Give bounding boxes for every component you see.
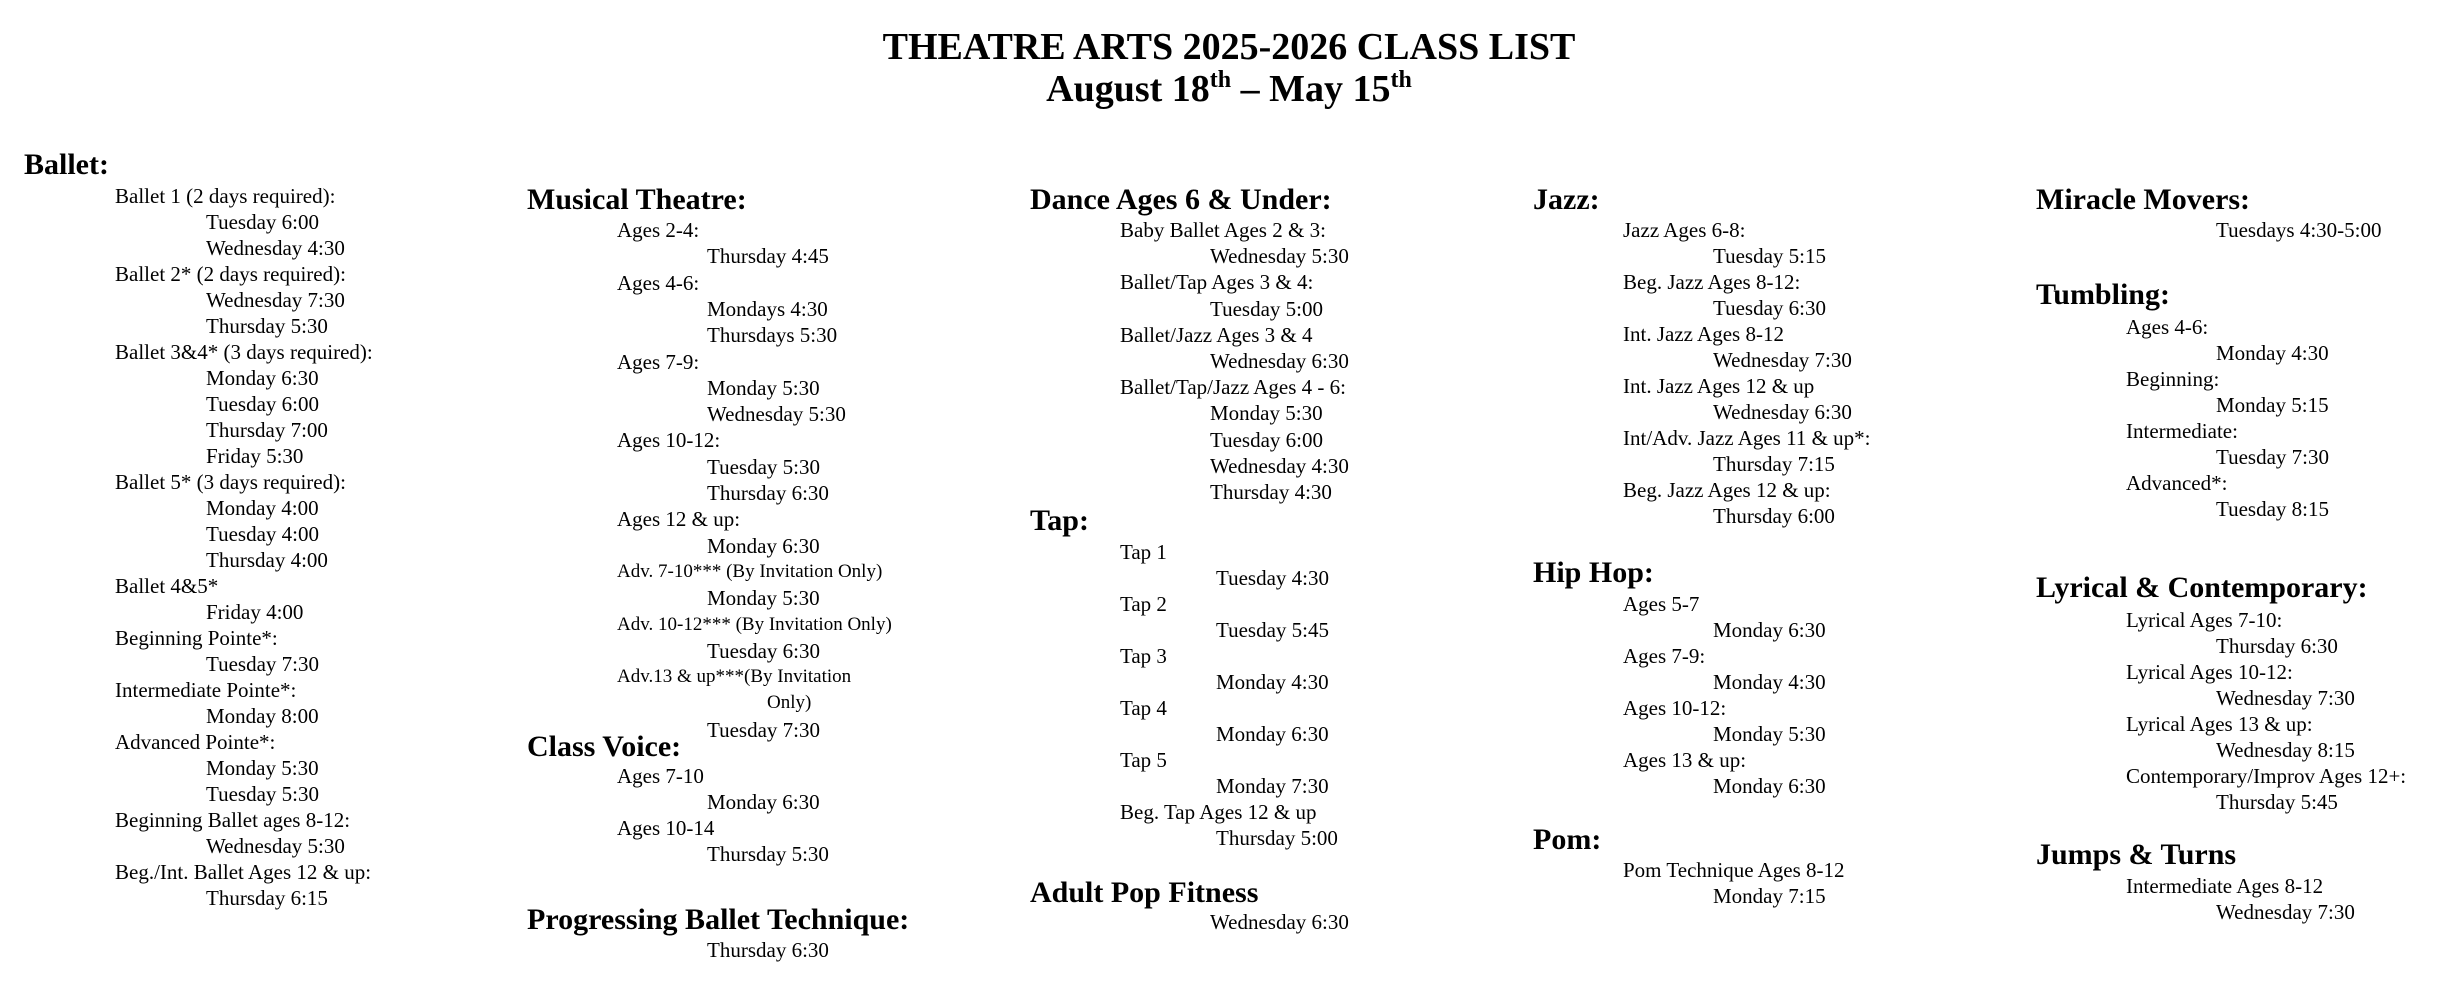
- class-time: Tuesday 7:30: [2216, 445, 2329, 469]
- class-time: Thursday 6:30: [707, 481, 829, 505]
- class-time: Tuesdays 4:30-5:00: [2216, 218, 2382, 242]
- start-date-suffix: th: [1209, 67, 1232, 93]
- class-time: Monday 6:30: [1216, 722, 1329, 746]
- class-time: Tuesday 6:30: [707, 639, 820, 663]
- class-name: Ages 10-12:: [617, 428, 721, 452]
- class-time: Thursday 7:00: [206, 418, 328, 442]
- page-title: THEATRE ARTS 2025-2026 CLASS LIST: [882, 26, 1576, 68]
- class-time: Thursday 4:45: [707, 244, 829, 268]
- class-time: Tuesday 5:45: [1216, 618, 1329, 642]
- class-time: Thursday 5:30: [707, 842, 829, 866]
- class-time: Tuesday 5:30: [707, 455, 820, 479]
- class-time: Monday 5:30: [1210, 401, 1323, 425]
- class-name: Ballet 3&4* (3 days required):: [115, 340, 373, 364]
- class-time: Tuesday 7:30: [707, 718, 820, 742]
- class-time: Monday 5:30: [707, 586, 820, 610]
- class-name: Intermediate:: [2126, 419, 2238, 443]
- class-name: Beg. Jazz Ages 8-12:: [1623, 270, 1801, 294]
- class-name: Ages 7-10: [617, 764, 704, 788]
- class-name: Ballet 4&5*: [115, 574, 219, 598]
- class-time: Thursday 5:30: [206, 314, 328, 338]
- class-time: Monday 7:30: [1216, 774, 1329, 798]
- class-time: Monday 4:00: [206, 496, 319, 520]
- class-name: Tap 2: [1120, 592, 1167, 616]
- class-time: Only): [767, 692, 812, 713]
- class-name: Advanced*:: [2126, 471, 2228, 495]
- class-time: Tuesday 6:30: [1713, 296, 1826, 320]
- class-time: Tuesday 6:00: [206, 392, 319, 416]
- class-name: Ages 7-9:: [1623, 644, 1706, 668]
- class-time: Monday 4:30: [1216, 670, 1329, 694]
- section-heading: Class Voice:: [527, 730, 682, 763]
- class-name: Ages 10-12:: [1623, 696, 1727, 720]
- class-name: Ages 13 & up:: [1623, 748, 1747, 772]
- class-name: Int. Jazz Ages 8-12: [1623, 322, 1784, 346]
- class-time: Friday 5:30: [206, 444, 304, 468]
- class-time: Monday 6:30: [1713, 774, 1826, 798]
- class-time: Tuesday 4:30: [1216, 566, 1329, 590]
- class-time: Tuesday 7:30: [206, 652, 319, 676]
- section-heading: Adult Pop Fitness: [1030, 876, 1259, 909]
- class-time: Thursday 5:45: [2216, 790, 2338, 814]
- section-heading: Tap:: [1030, 504, 1089, 537]
- class-time: Tuesday 4:00: [206, 522, 319, 546]
- class-time: Monday 5:30: [206, 756, 319, 780]
- class-time: Monday 5:30: [1713, 722, 1826, 746]
- class-name: Beg. Tap Ages 12 & up: [1120, 800, 1317, 824]
- class-time: Monday 6:30: [1713, 618, 1826, 642]
- section-heading: Musical Theatre:: [527, 183, 747, 216]
- class-time: Tuesday 5:15: [1713, 244, 1826, 268]
- class-name: Tap 1: [1120, 540, 1167, 564]
- class-name: Adv. 10-12*** (By Invitation Only): [617, 614, 892, 635]
- class-name: Adv.13 & up***(By Invitation: [617, 666, 852, 687]
- class-name: Int. Jazz Ages 12 & up: [1623, 374, 1815, 398]
- class-time: Wednesday 7:30: [1713, 348, 1852, 372]
- class-time: Wednesday 6:30: [1210, 910, 1349, 934]
- class-name: Ballet/Tap Ages 3 & 4:: [1120, 270, 1314, 294]
- class-time: Wednesday 6:30: [1210, 349, 1349, 373]
- class-name: Beginning Pointe*:: [115, 626, 278, 650]
- section-heading: Progressing Ballet Technique:: [527, 903, 910, 936]
- class-time: Wednesday 6:30: [1713, 400, 1852, 424]
- class-name: Beginning Ballet ages 8-12:: [115, 808, 351, 832]
- class-name: Jazz Ages 6-8:: [1623, 218, 1746, 242]
- class-time: Wednesday 4:30: [1210, 454, 1349, 478]
- class-time: Monday 7:15: [1713, 884, 1826, 908]
- section-heading: Jumps & Turns: [2036, 838, 2237, 871]
- class-name: Beg. Jazz Ages 12 & up:: [1623, 478, 1831, 502]
- class-name: Contemporary/Improv Ages 12+:: [2126, 764, 2407, 788]
- class-name: Baby Ballet Ages 2 & 3:: [1120, 218, 1326, 242]
- class-name: Ballet/Tap/Jazz Ages 4 - 6:: [1120, 375, 1346, 399]
- class-name: Pom Technique Ages 8-12: [1623, 858, 1845, 882]
- class-name: Lyrical Ages 7-10:: [2126, 608, 2283, 632]
- class-name: Intermediate Pointe*:: [115, 678, 297, 702]
- class-time: Monday 5:30: [707, 376, 820, 400]
- class-name: Beg./Int. Ballet Ages 12 & up:: [115, 860, 372, 884]
- class-name: Ballet/Jazz Ages 3 & 4: [1120, 323, 1313, 347]
- class-name: Lyrical Ages 13 & up:: [2126, 712, 2313, 736]
- class-name: Ages 12 & up:: [617, 507, 741, 531]
- section-heading: Miracle Movers:: [2036, 183, 2251, 216]
- class-time: Thursday 4:30: [1210, 480, 1332, 504]
- section-heading: Dance Ages 6 & Under:: [1030, 183, 1332, 216]
- section-heading: Hip Hop:: [1533, 556, 1654, 589]
- class-name: Ballet 5* (3 days required):: [115, 470, 346, 494]
- class-time: Wednesday 7:30: [206, 288, 345, 312]
- class-name: Intermediate Ages 8-12: [2126, 874, 2324, 898]
- class-name: Beginning:: [2126, 367, 2220, 391]
- class-time: Thursday 6:30: [2216, 634, 2338, 658]
- class-time: Thursday 7:15: [1713, 452, 1835, 476]
- end-date-suffix: th: [1390, 67, 1412, 93]
- class-time: Thursdays 5:30: [707, 323, 838, 347]
- class-name: Tap 5: [1120, 748, 1167, 772]
- section-heading: Ballet:: [24, 148, 109, 181]
- class-time: Wednesday 7:30: [2216, 686, 2355, 710]
- class-time: Thursday 6:00: [1713, 504, 1835, 528]
- class-time: Thursday 4:00: [206, 548, 328, 572]
- class-name: Ages 7-9:: [617, 350, 700, 374]
- class-time: Friday 4:00: [206, 600, 304, 624]
- class-name: Ages 10-14: [617, 816, 715, 840]
- class-time: Monday 6:30: [707, 790, 820, 814]
- class-time: Wednesday 7:30: [2216, 900, 2355, 924]
- class-time: Thursday 5:00: [1216, 826, 1338, 850]
- class-time: Wednesday 5:30: [206, 834, 345, 858]
- section-heading: Jazz:: [1533, 183, 1600, 216]
- class-time: Thursday 6:15: [206, 886, 328, 910]
- end-date: May 15: [1269, 68, 1391, 110]
- class-time: Tuesday 6:00: [206, 210, 319, 234]
- start-date: August 18: [1046, 68, 1210, 110]
- class-time: Mondays 4:30: [707, 297, 828, 321]
- class-name: Ages 5-7: [1623, 592, 1700, 616]
- section-heading: Lyrical & Contemporary:: [2036, 571, 2368, 604]
- class-name: Advanced Pointe*:: [115, 730, 276, 754]
- class-time: Monday 4:30: [1713, 670, 1826, 694]
- class-time: Tuesday 6:00: [1210, 428, 1323, 452]
- class-time: Monday 6:30: [206, 366, 319, 390]
- class-time: Wednesday 5:30: [1210, 244, 1349, 268]
- class-time: Wednesday 8:15: [2216, 738, 2355, 762]
- class-time: Wednesday 5:30: [707, 402, 846, 426]
- class-name: Tap 3: [1120, 644, 1167, 668]
- class-name: Ages 2-4:: [617, 218, 700, 242]
- class-time: Tuesday 5:00: [1210, 297, 1323, 321]
- class-time: Tuesday 8:15: [2216, 497, 2329, 521]
- class-name: Ages 4-6:: [617, 271, 700, 295]
- class-time: Monday 6:30: [707, 534, 820, 558]
- class-name: Adv. 7-10*** (By Invitation Only): [617, 561, 883, 582]
- class-time: Monday 8:00: [206, 704, 319, 728]
- date-separator: –: [1231, 68, 1270, 110]
- class-name: Ballet 1 (2 days required):: [115, 184, 336, 208]
- class-time: Tuesday 5:30: [206, 782, 319, 806]
- class-time: Monday 5:15: [2216, 393, 2329, 417]
- date-range: [0, 67, 2458, 110]
- class-name: Ballet 2* (2 days required):: [115, 262, 346, 286]
- class-time: Monday 4:30: [2216, 341, 2329, 365]
- section-heading: Pom:: [1533, 823, 1602, 856]
- class-name: Int/Adv. Jazz Ages 11 & up*:: [1623, 426, 1871, 450]
- class-time: Wednesday 4:30: [206, 236, 345, 260]
- class-time: Thursday 6:30: [707, 938, 829, 962]
- class-name: Lyrical Ages 10-12:: [2126, 660, 2293, 684]
- section-heading: Tumbling:: [2036, 278, 2170, 311]
- class-name: Ages 4-6:: [2126, 315, 2209, 339]
- class-name: Tap 4: [1120, 696, 1167, 720]
